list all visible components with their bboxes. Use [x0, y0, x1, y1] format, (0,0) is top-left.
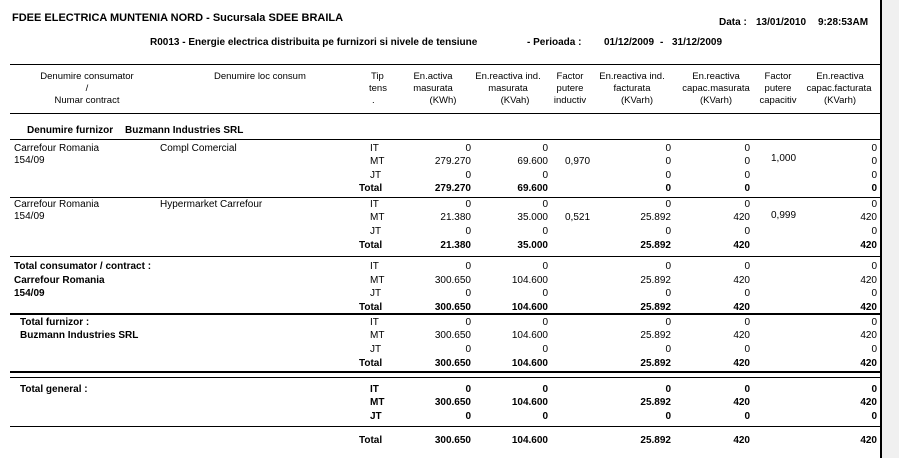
value-cell-erif: 25.892	[640, 212, 671, 223]
voltage-level-cell: JT	[370, 411, 382, 422]
value-cell-erc: 0	[744, 261, 750, 272]
value-cell-ea: 300.650	[434, 435, 471, 446]
voltage-level-cell: Total	[359, 183, 383, 194]
value-cell-erc: 0	[744, 170, 750, 181]
col-tip-2: tens	[369, 83, 387, 94]
col-ea-1: En.activa	[413, 71, 453, 82]
divider	[10, 371, 880, 373]
value-cell-ea: 0	[465, 317, 471, 328]
supplier-name: Buzmann Industries SRL	[125, 125, 244, 136]
value-cell-eri: 69.600	[517, 156, 548, 167]
value-cell-ercf: 0	[871, 288, 877, 299]
value-cell-ea: 279.270	[434, 183, 471, 194]
voltage-level-cell: MT	[370, 212, 385, 223]
value-cell-ea: 279.270	[434, 156, 471, 167]
value-cell-erc: 0	[744, 317, 750, 328]
value-cell-eri: 69.600	[517, 183, 548, 194]
value-cell-erif: 0	[665, 411, 671, 422]
period-to: 31/12/2009	[672, 37, 723, 48]
value-cell-erc: 0	[744, 411, 750, 422]
value-cell-ercf: 0	[871, 199, 877, 210]
col-eri-2: masurata	[488, 83, 528, 94]
value-cell-ercf: 420	[860, 240, 877, 251]
contract-number: 154/09	[14, 155, 45, 166]
location-name: Compl Comercial	[160, 143, 237, 154]
value-cell-erif: 25.892	[640, 397, 671, 408]
voltage-level-cell: JT	[370, 170, 382, 181]
voltage-level-cell: JT	[370, 344, 382, 355]
value-cell-erc: 420	[733, 358, 750, 369]
value-cell-ea: 0	[465, 226, 471, 237]
value-cell-ea: 0	[465, 143, 471, 154]
value-cell-erif: 0	[665, 143, 671, 154]
col-tip-3: .	[372, 95, 375, 106]
col-eri-3: (KVah)	[500, 95, 530, 106]
voltage-level-cell: JT	[370, 226, 382, 237]
value-cell-ea: 0	[465, 411, 471, 422]
value-cell-eri: 0	[542, 411, 548, 422]
col-ercf-2: capac.facturata	[806, 83, 872, 94]
value-cell-ea: 0	[465, 384, 471, 395]
value-cell-eri: 0	[542, 226, 548, 237]
value-cell-ea: 0	[465, 344, 471, 355]
value-cell-ercf: 0	[871, 156, 877, 167]
voltage-level-cell: Total	[359, 358, 383, 369]
value-cell-eri: 104.600	[511, 358, 548, 369]
value-cell-erc: 0	[744, 199, 750, 210]
value-cell-erif: 0	[665, 183, 671, 194]
capacitive-factor: 1,000	[771, 153, 797, 164]
value-cell-eri: 0	[542, 170, 548, 181]
value-cell-eri: 0	[542, 317, 548, 328]
value-cell-ercf: 0	[871, 344, 877, 355]
value-cell-ea: 300.650	[434, 358, 471, 369]
value-cell-eri: 104.600	[511, 275, 548, 286]
value-cell-erc: 0	[744, 226, 750, 237]
period-label: - Perioada :	[527, 37, 582, 48]
value-cell-erc: 420	[733, 275, 750, 286]
report-title: R0013 - Energie electrica distribuita pe furnizori si nivele de tensiune	[150, 37, 478, 48]
value-cell-erif: 0	[665, 384, 671, 395]
value-cell-erif: 25.892	[640, 435, 671, 446]
time-value: 9:28:53AM	[818, 17, 869, 28]
voltage-level-cell: MT	[370, 156, 385, 167]
col-erc-1: En.reactiva	[692, 71, 740, 82]
voltage-level-cell: MT	[370, 330, 385, 341]
consumer-name: Carrefour Romania	[14, 143, 100, 154]
value-cell-erif: 25.892	[640, 358, 671, 369]
value-cell-ercf: 420	[860, 397, 877, 408]
value-cell-ea: 300.650	[434, 302, 471, 313]
divider	[10, 113, 880, 114]
divider	[10, 426, 880, 427]
col-ercf-1: En.reactiva	[816, 71, 864, 82]
value-cell-erc: 420	[733, 302, 750, 313]
value-cell-erc: 420	[733, 397, 750, 408]
col-ercf-3: (KVarh)	[823, 95, 857, 106]
value-cell-ea: 300.650	[434, 397, 471, 408]
value-cell-erif: 25.892	[640, 330, 671, 341]
col-fpi-1: Factor	[556, 71, 584, 82]
divider	[10, 64, 880, 65]
value-cell-ercf: 420	[860, 302, 877, 313]
value-cell-ercf: 420	[860, 358, 877, 369]
value-cell-erc: 420	[733, 435, 750, 446]
value-cell-erif: 0	[665, 261, 671, 272]
supplier-name: Buzmann Industries SRL	[20, 330, 139, 341]
voltage-level-cell: Total	[359, 240, 383, 251]
capacitive-factor: 0,999	[771, 210, 797, 221]
value-cell-eri: 0	[542, 261, 548, 272]
value-cell-ercf: 0	[871, 226, 877, 237]
total-supplier-label: Total furnizor :	[20, 317, 90, 328]
value-cell-ercf: 0	[871, 317, 877, 328]
col-fpc-2: putere	[764, 83, 792, 94]
value-cell-erc: 0	[744, 384, 750, 395]
col-consumer-1: Denumire consumator	[40, 71, 134, 82]
col-consumer-2: /	[85, 83, 89, 94]
period-separator: -	[660, 37, 664, 48]
value-cell-erc: 0	[744, 143, 750, 154]
date-label: Data :	[719, 17, 747, 28]
value-cell-eri: 104.600	[511, 302, 548, 313]
value-cell-erc: 420	[733, 330, 750, 341]
value-cell-eri: 0	[542, 199, 548, 210]
col-fpc-1: Factor	[764, 71, 792, 82]
voltage-level-cell: JT	[370, 288, 382, 299]
col-tip-1: Tip	[371, 71, 384, 82]
col-location: Denumire loc consum	[214, 71, 306, 82]
value-cell-ea: 0	[465, 261, 471, 272]
voltage-level-cell: IT	[370, 199, 379, 210]
contract-number: 154/09	[14, 288, 45, 299]
value-cell-ercf: 0	[871, 183, 877, 194]
value-cell-ercf: 0	[871, 170, 877, 181]
value-cell-erif: 0	[665, 170, 671, 181]
value-cell-ea: 300.650	[434, 330, 471, 341]
value-cell-eri: 0	[542, 384, 548, 395]
value-cell-eri: 0	[542, 288, 548, 299]
col-erif-2: facturata	[613, 83, 651, 94]
value-cell-ea: 0	[465, 170, 471, 181]
voltage-level-cell: IT	[370, 143, 379, 154]
voltage-level-cell: IT	[370, 317, 379, 328]
col-erc-2: capac.masurata	[682, 83, 750, 94]
voltage-level-cell: Total	[359, 435, 383, 446]
divider	[10, 256, 880, 257]
voltage-level-cell: IT	[370, 384, 379, 395]
value-cell-erc: 420	[733, 212, 750, 223]
value-cell-erc: 0	[744, 288, 750, 299]
value-cell-eri: 35.000	[517, 240, 548, 251]
value-cell-eri: 35.000	[517, 212, 548, 223]
value-cell-erc: 0	[744, 344, 750, 355]
value-cell-erif: 0	[665, 288, 671, 299]
col-fpc-3: capacitiv	[759, 95, 797, 106]
divider	[10, 139, 880, 140]
divider	[10, 197, 880, 198]
voltage-level-cell: MT	[370, 275, 385, 286]
inductive-factor: 0,970	[565, 156, 591, 167]
value-cell-eri: 0	[542, 344, 548, 355]
company-title: FDEE ELECTRICA MUNTENIA NORD - Sucursala SDEE BRAILA	[12, 12, 344, 24]
value-cell-erc: 0	[744, 156, 750, 167]
col-erc-3: (KVarh)	[699, 95, 733, 106]
value-cell-ea: 300.650	[434, 275, 471, 286]
value-cell-erc: 420	[733, 240, 750, 251]
value-cell-eri: 104.600	[511, 435, 548, 446]
value-cell-ea: 21.380	[440, 212, 471, 223]
total-consumer-label: Total consumator / contract :	[14, 261, 152, 272]
scrollbar[interactable]	[882, 0, 899, 458]
value-cell-ercf: 420	[860, 212, 877, 223]
col-erif-1: En.reactiva ind.	[599, 71, 665, 82]
consumer-name: Carrefour Romania	[14, 199, 100, 210]
col-ea-2: masurata	[413, 83, 453, 94]
inductive-factor: 0,521	[565, 212, 591, 223]
voltage-level-cell: MT	[370, 397, 385, 408]
value-cell-ea: 21.380	[440, 240, 471, 251]
value-cell-erif: 0	[665, 226, 671, 237]
value-cell-eri: 0	[542, 143, 548, 154]
col-eri-1: En.reactiva ind.	[475, 71, 541, 82]
value-cell-ea: 0	[465, 199, 471, 210]
col-fpi-2: putere	[556, 83, 584, 94]
voltage-level-cell: Total	[359, 302, 383, 313]
col-consumer-3: Numar contract	[54, 95, 120, 106]
value-cell-ea: 0	[465, 288, 471, 299]
value-cell-eri: 104.600	[511, 330, 548, 341]
value-cell-erif: 0	[665, 344, 671, 355]
value-cell-ercf: 0	[871, 411, 877, 422]
value-cell-erif: 25.892	[640, 275, 671, 286]
col-erif-3: (KVarh)	[620, 95, 654, 106]
col-ea-3: (KWh)	[429, 95, 457, 106]
value-cell-ercf: 0	[871, 261, 877, 272]
value-cell-erc: 0	[744, 183, 750, 194]
value-cell-ercf: 0	[871, 384, 877, 395]
voltage-level-cell: IT	[370, 261, 379, 272]
contract-number: 154/09	[14, 211, 45, 222]
divider	[10, 377, 880, 378]
value-cell-erif: 0	[665, 199, 671, 210]
value-cell-erif: 25.892	[640, 240, 671, 251]
consumer-name: Carrefour Romania	[14, 275, 105, 286]
supplier-label: Denumire furnizor	[27, 125, 114, 136]
value-cell-ercf: 0	[871, 143, 877, 154]
value-cell-erif: 0	[665, 317, 671, 328]
value-cell-ercf: 420	[860, 435, 877, 446]
value-cell-eri: 104.600	[511, 397, 548, 408]
value-cell-ercf: 420	[860, 330, 877, 341]
date-value: 13/01/2010	[756, 17, 807, 28]
value-cell-ercf: 420	[860, 275, 877, 286]
col-fpi-3: inductiv	[553, 95, 587, 106]
value-cell-erif: 25.892	[640, 302, 671, 313]
location-name: Hypermarket Carrefour	[160, 199, 263, 210]
value-cell-erif: 0	[665, 156, 671, 167]
total-general-label: Total general :	[20, 384, 88, 395]
period-from: 01/12/2009	[604, 37, 655, 48]
